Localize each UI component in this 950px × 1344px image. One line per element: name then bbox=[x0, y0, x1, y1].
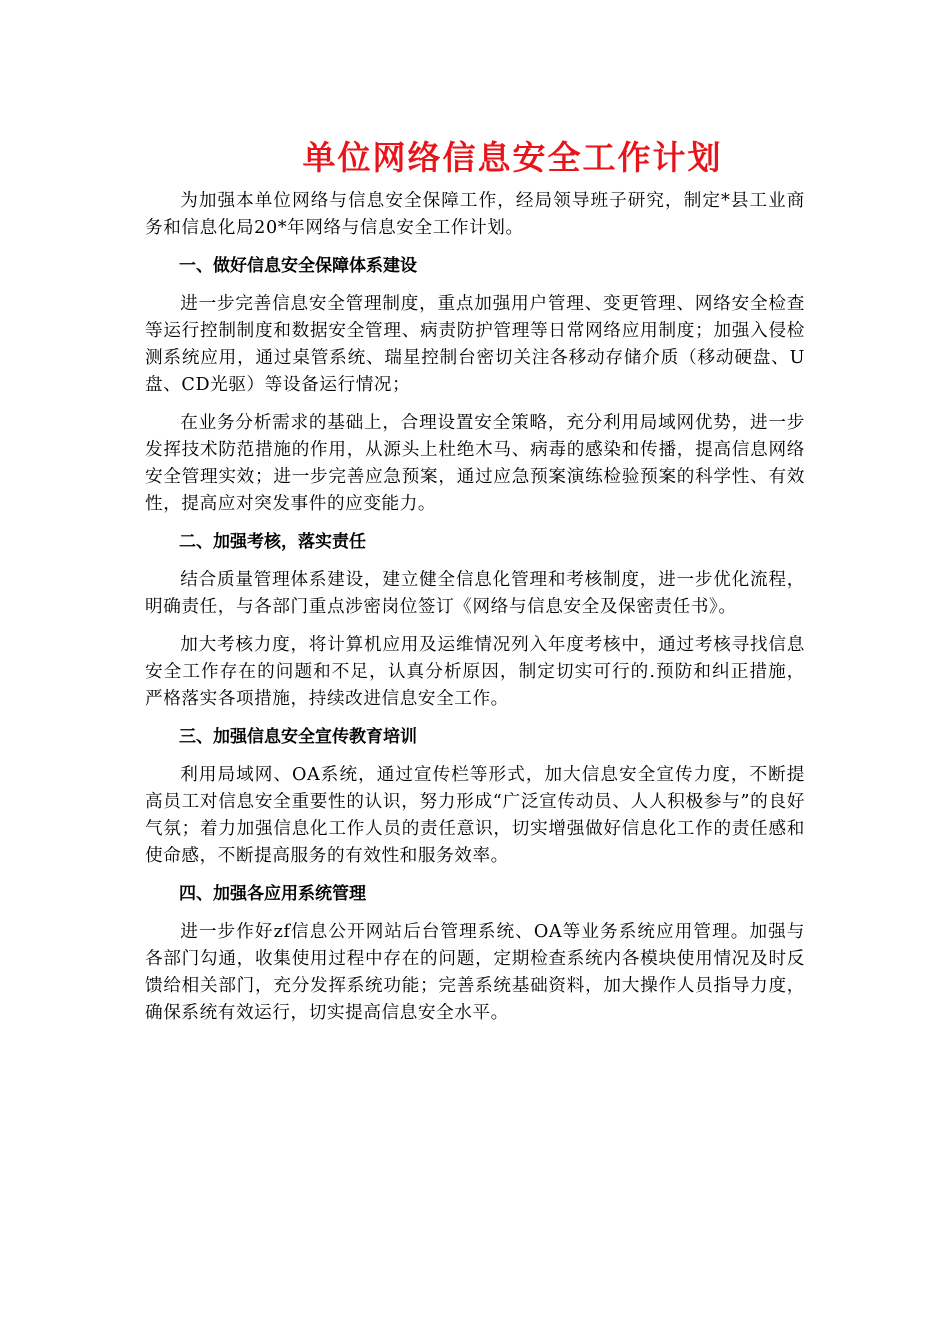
document-page bbox=[145, 138, 805, 1038]
section-1 bbox=[145, 253, 805, 518]
section-paragraph: 进一步作好zf信息公开网站后台管理系统、OA等业务系统应用管理。加强与各部门勾通，收集使用过程中存在的问题，定期检查系统内各模块使用情况及时反馈给相关部门，充分发挥系统功能；完善系统基础资料，加大操作人员指导力度，确保系统有效运行，切实提高信息安全水平。 bbox=[145, 922, 805, 1023]
section-paragraph: 在业务分析需求的基础上，合理设置安全策略，充分利用局域网优势，进一步发挥技术防范措施的作用，从源头上杜绝木马、病毒的感染和传播，提高信息网络安全管理实效；进一步完善应急预案，通过应急预案演练检验预案的科学性、有效性，提高应对突发事件的应变能力。 bbox=[145, 413, 805, 514]
section-2 bbox=[145, 529, 805, 713]
section-heading: 二、加强考核，落实责任 bbox=[179, 532, 366, 552]
section-paragraph: 结合质量管理体系建设，建立健全信息化管理和考核制度，进一步优化流程，明确责任，与各部门重点涉密岗位签订《网络与信息安全及保密责任书》。 bbox=[145, 570, 805, 617]
section-paragraph: 进一步完善信息安全管理制度，重点加强用户管理、变更管理、网络安全检查等运行控制制度和数据安全管理、病责防护管理等日常网络应用制度；加强入侵检测系统应用，通过桌管系统、瑞星控制台密切关注各移动存储介质（移动硬盘、U盘、CD光驱）等设备运行情况； bbox=[145, 294, 805, 395]
section-3 bbox=[145, 724, 805, 870]
section-heading: 一、做好信息安全保障体系建设 bbox=[179, 256, 417, 276]
section-paragraph: 利用局域网、OA系统，通过宣传栏等形式，加大信息安全宣传力度，不断提高员工对信息安全重要性的认识，努力形成“广泛宣传动员、人人积极参与”的良好气氛；着力加强信息化工作人员的责任意识，切实增强做好信息化工作的责任感和使命感，不断提高服务的有效性和服务效率。 bbox=[145, 765, 805, 866]
section-4 bbox=[145, 881, 805, 1027]
section-heading: 四、加强各应用系统管理 bbox=[179, 884, 366, 904]
section-paragraph: 加大考核力度，将计算机应用及运维情况列入年度考核中，通过考核寻找信息安全工作存在的问题和不足，认真分析原因，制定切实可行的.预防和纠正措施，严格落实各项措施，持续改进信息安全工作。 bbox=[145, 635, 805, 709]
section-heading: 三、加强信息安全宣传教育培训 bbox=[179, 727, 417, 747]
intro-paragraph: 为加强本单位网络与信息安全保障工作，经局领导班子研究，制定*县工业商务和信息化局20*年网络与信息安全工作计划。 bbox=[145, 191, 805, 238]
document-title: 单位网络信息安全工作计划 bbox=[302, 138, 723, 177]
